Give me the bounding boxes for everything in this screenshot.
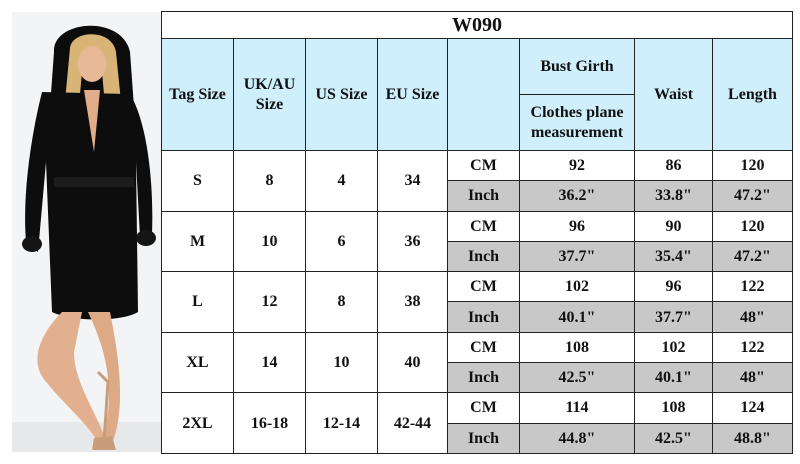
unit-cm-cell: CM xyxy=(448,393,520,423)
waist-inch-cell: 42.5" xyxy=(635,423,713,453)
tag-size-cell: L xyxy=(162,272,234,333)
eu-size-cell: 38 xyxy=(378,272,448,333)
tag-size-cell: S xyxy=(162,151,234,212)
header-us-size: US Size xyxy=(306,39,378,151)
unit-inch-cell: Inch xyxy=(448,363,520,393)
bust-inch-cell: 37.7" xyxy=(520,241,635,271)
waist-cm-cell: 90 xyxy=(635,211,713,241)
waist-inch-cell: 33.8" xyxy=(635,181,713,211)
bust-cm-cell: 96 xyxy=(520,211,635,241)
header-waist: Waist xyxy=(635,39,713,151)
waist-inch-cell: 35.4" xyxy=(635,241,713,271)
eu-size-cell: 36 xyxy=(378,211,448,272)
eu-size-cell: 40 xyxy=(378,332,448,393)
length-inch-cell: 47.2" xyxy=(713,181,793,211)
length-inch-cell: 48" xyxy=(713,363,793,393)
header-bust-girth: Bust Girth xyxy=(520,39,635,95)
header-tag-size: Tag Size xyxy=(162,39,234,151)
us-size-cell: 6 xyxy=(306,211,378,272)
us-size-cell: 8 xyxy=(306,272,378,333)
header-bust-subtitle: Clothes plane measurement xyxy=(520,95,635,151)
table-row xyxy=(162,272,793,302)
table-row xyxy=(162,151,793,181)
header-eu-size: EU Size xyxy=(378,39,448,151)
length-cm-cell: 122 xyxy=(713,332,793,362)
waist-cm-cell: 108 xyxy=(635,393,713,423)
length-cm-cell: 124 xyxy=(713,393,793,423)
header-uk-au-size: UK/AU Size xyxy=(234,39,306,151)
bust-cm-cell: 102 xyxy=(520,272,635,302)
length-cm-cell: 122 xyxy=(713,272,793,302)
table-row xyxy=(162,332,793,362)
eu-size-cell: 34 xyxy=(378,151,448,212)
product-code-title: W090 xyxy=(162,12,793,39)
unit-cm-cell: CM xyxy=(448,211,520,241)
tag-size-cell: 2XL xyxy=(162,393,234,454)
size-chart-table xyxy=(161,11,793,454)
uk-au-size-cell: 14 xyxy=(234,332,306,393)
us-size-cell: 12-14 xyxy=(306,393,378,454)
product-photo xyxy=(12,12,161,452)
uk-au-size-cell: 8 xyxy=(234,151,306,212)
waist-cm-cell: 86 xyxy=(635,151,713,181)
us-size-cell: 4 xyxy=(306,151,378,212)
unit-cm-cell: CM xyxy=(448,151,520,181)
tag-size-cell: XL xyxy=(162,332,234,393)
header-length: Length xyxy=(713,39,793,151)
model-in-fur-coat-image xyxy=(12,12,161,452)
unit-inch-cell: Inch xyxy=(448,181,520,211)
tag-size-cell: M xyxy=(162,211,234,272)
bust-cm-cell: 108 xyxy=(520,332,635,362)
table-row xyxy=(162,211,793,241)
length-cm-cell: 120 xyxy=(713,151,793,181)
unit-inch-cell: Inch xyxy=(448,423,520,453)
length-inch-cell: 48" xyxy=(713,302,793,332)
eu-size-cell: 42-44 xyxy=(378,393,448,454)
waist-inch-cell: 37.7" xyxy=(635,302,713,332)
unit-inch-cell: Inch xyxy=(448,241,520,271)
table-row xyxy=(162,393,793,423)
header-unit xyxy=(448,39,520,151)
uk-au-size-cell: 12 xyxy=(234,272,306,333)
length-cm-cell: 120 xyxy=(713,211,793,241)
waist-cm-cell: 96 xyxy=(635,272,713,302)
unit-cm-cell: CM xyxy=(448,272,520,302)
waist-cm-cell: 102 xyxy=(635,332,713,362)
uk-au-size-cell: 16-18 xyxy=(234,393,306,454)
bust-inch-cell: 42.5" xyxy=(520,363,635,393)
bust-inch-cell: 44.8" xyxy=(520,423,635,453)
unit-inch-cell: Inch xyxy=(448,302,520,332)
bust-inch-cell: 40.1" xyxy=(520,302,635,332)
uk-au-size-cell: 10 xyxy=(234,211,306,272)
length-inch-cell: 47.2" xyxy=(713,241,793,271)
length-inch-cell: 48.8" xyxy=(713,423,793,453)
us-size-cell: 10 xyxy=(306,332,378,393)
bust-inch-cell: 36.2" xyxy=(520,181,635,211)
bust-cm-cell: 92 xyxy=(520,151,635,181)
bust-cm-cell: 114 xyxy=(520,393,635,423)
unit-cm-cell: CM xyxy=(448,332,520,362)
waist-inch-cell: 40.1" xyxy=(635,363,713,393)
